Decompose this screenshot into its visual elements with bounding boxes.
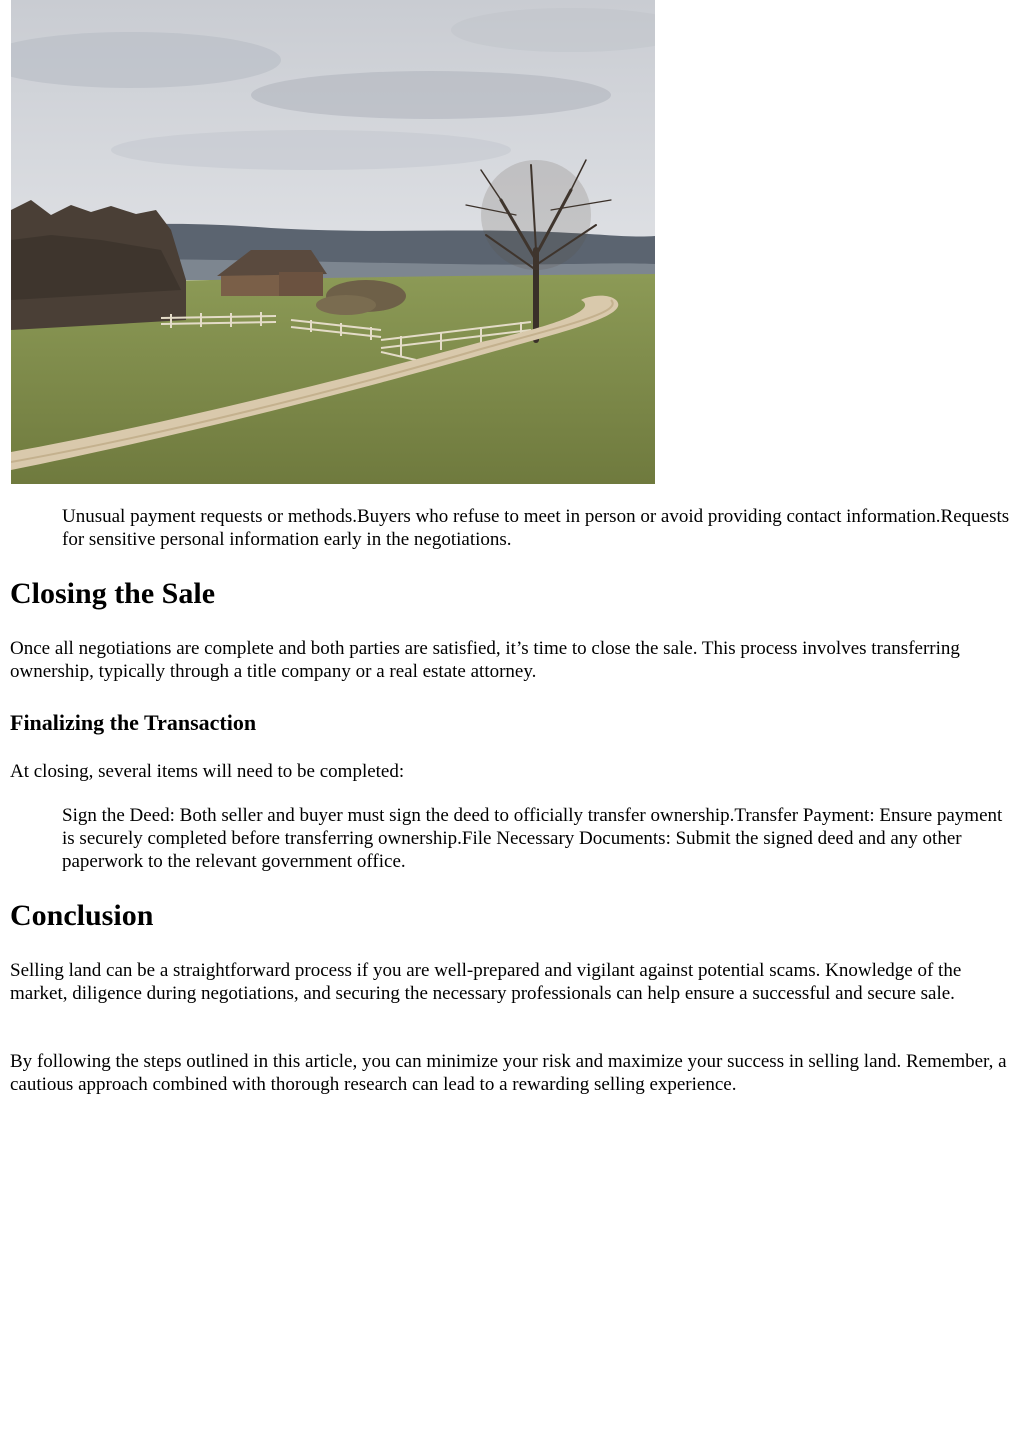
- scam-warning-signs: Unusual payment requests or methods.Buyers who refuse to meet in person or avoid providing contact information.Requests for sensitive personal information early in the negotiations.: [62, 506, 1010, 550]
- hero-image: [11, 0, 655, 484]
- countryside-illustration: [11, 0, 655, 484]
- closing-heading: Closing the Sale: [10, 577, 216, 610]
- conclusion-heading: Conclusion: [10, 899, 154, 932]
- closing-lead: At closing, several items will need to be completed:: [10, 761, 405, 782]
- conclusion-paragraph-2: By following the steps outlined in this article, you can minimize your risk and maximize your success in selling land. Remember, a cautious approach combined with thorough research can lead to a rewarding selling experience.: [10, 1051, 1007, 1095]
- finalizing-heading: Finalizing the Transaction: [10, 710, 257, 735]
- conclusion-paragraph-1: Selling land can be a straightforward process if you are well-prepared and vigilant against potential scams. Knowledge of the market, diligence during negotiations, and securing the necessary professionals can help ensure a successful and secure sale.: [10, 960, 962, 1004]
- closing-steps: Sign the Deed: Both seller and buyer must sign the deed to officially transfer ownership.Transfer Payment: Ensure payment is securely completed before transferring ownership.File Necessary Documents: Submit the signed deed and any other paperwork to the relevant government office.: [62, 805, 1003, 872]
- closing-intro: Once all negotiations are complete and both parties are satisfied, it’s time to close the sale. This process involves transferring ownership, typically through a title company or a real estate attorney.: [10, 638, 960, 682]
